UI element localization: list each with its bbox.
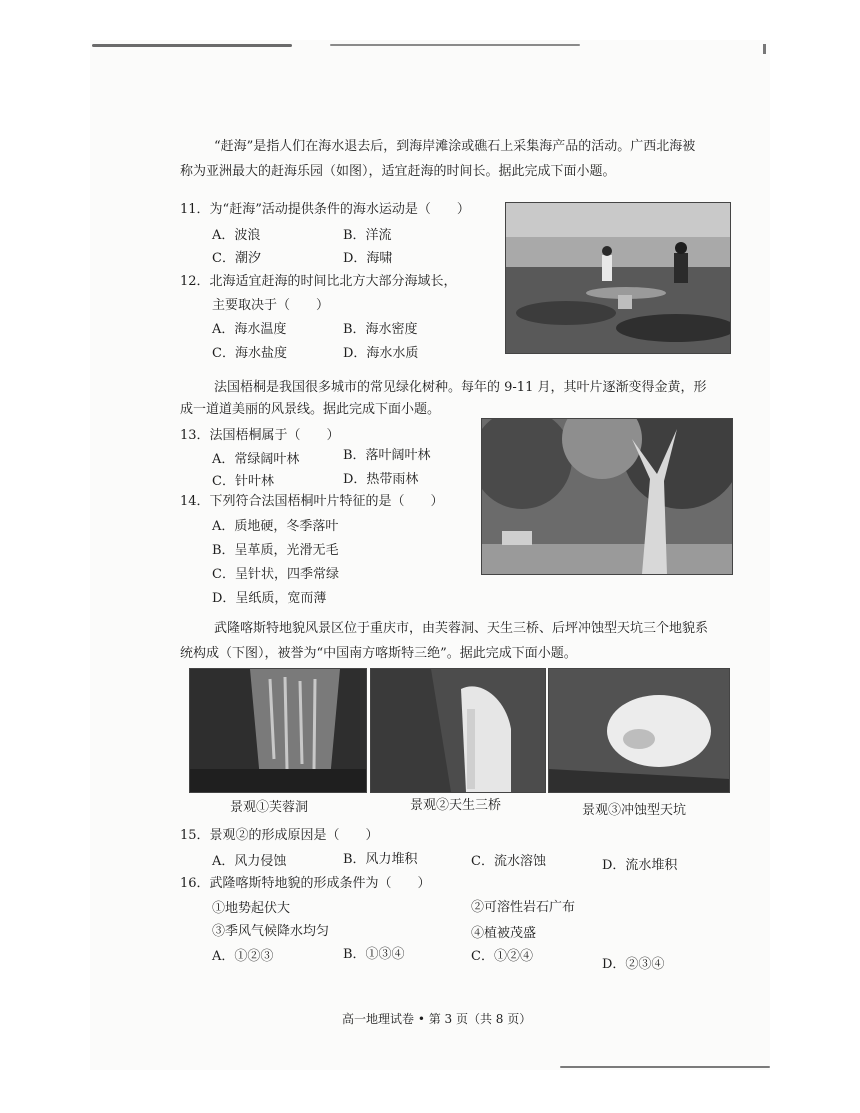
q12-option-c: C．海水盐度 — [212, 346, 287, 361]
q14-option-c: C．呈针状，四季常绿 — [212, 567, 339, 582]
intro-2-line-2: 成一道道美丽的风景线。据此完成下面小题。 — [180, 402, 441, 417]
q16-option-a: A．①②③ — [212, 949, 274, 964]
scan-edge — [330, 44, 580, 46]
q12-option-a: A．海水温度 — [212, 322, 287, 337]
intro-1-line-2: 称为亚洲最大的赶海乐园（如图），适宜赶海的时间长。据此完成下面小题。 — [180, 164, 616, 179]
plane-tree-photo — [481, 418, 733, 575]
q14-option-a: A．质地硬，冬季落叶 — [212, 519, 339, 534]
scan-edge — [560, 1066, 770, 1068]
q16-statement-1: ①地势起伏大 — [212, 901, 291, 916]
page-footer: 高一地理试卷 • 第 3 页（共 8 页） — [342, 1012, 532, 1026]
q14-option-d: D．呈纸质，宽而薄 — [212, 591, 327, 606]
q15-option-d: D．流水堆积 — [602, 858, 678, 873]
caption-landscape-3: 景观③冲蚀型天坑 — [582, 803, 687, 818]
question-15-stem: 15．景观②的形成原因是（ ） — [180, 828, 379, 843]
q11-option-d: D．海啸 — [343, 251, 393, 266]
question-12-stem-line-1: 12．北海适宜赶海的时间比北方大部分海域长， — [180, 274, 457, 289]
question-11-stem: 11．为“赶海”活动提供条件的海水运动是（ ） — [180, 202, 470, 217]
q13-option-a: A．常绿阔叶林 — [212, 452, 300, 467]
q11-option-a: A．波浪 — [212, 228, 261, 243]
q12-option-b: B．海水密度 — [343, 322, 418, 337]
q16-statement-2: ②可溶性岩石广布 — [471, 900, 576, 915]
q13-option-d: D．热带雨林 — [343, 472, 419, 487]
scan-edge — [92, 44, 292, 47]
q11-option-b: B．洋流 — [343, 228, 392, 243]
scan-edge — [763, 44, 766, 54]
q14-option-b: B．呈革质，光滑无毛 — [212, 543, 339, 558]
question-13-stem: 13．法国梧桐属于（ ） — [180, 428, 340, 443]
q13-option-b: B．落叶阔叶林 — [343, 448, 431, 463]
intro-2-line-1: 法国梧桐是我国很多城市的常见绿化树种。每年的 9-11 月，其叶片逐渐变得金黄，形 — [214, 380, 707, 395]
q11-option-c: C．潮汐 — [212, 251, 261, 266]
q16-statement-3: ③季风气候降水均匀 — [212, 924, 330, 939]
q16-statement-4: ④植被茂盛 — [471, 926, 537, 941]
intro-3-line-2: 统构成（下图），被誉为“中国南方喀斯特三绝”。据此完成下面小题。 — [180, 646, 577, 661]
q15-option-b: B．风力堆积 — [343, 852, 418, 867]
question-16-stem: 16．武隆喀斯特地貌的形成条件为（ ） — [180, 876, 431, 891]
tiankeng-photo — [548, 668, 730, 793]
q16-option-b: B．①③④ — [343, 947, 405, 962]
q15-option-c: C．流水溶蚀 — [471, 854, 546, 869]
intro-3-line-1: 武隆喀斯特地貌风景区位于重庆市，由芙蓉洞、天生三桥、后坪冲蚀型天坑三个地貌系 — [214, 621, 709, 636]
q16-option-c: C．①②④ — [471, 949, 533, 964]
q16-option-d: D．②③④ — [602, 957, 665, 972]
q13-option-c: C．针叶林 — [212, 474, 274, 489]
furong-cave-photo — [189, 668, 367, 793]
question-14-stem: 14．下列符合法国梧桐叶片特征的是（ ） — [180, 494, 444, 509]
caption-landscape-2: 景观②天生三桥 — [410, 798, 502, 813]
q15-option-a: A．风力侵蚀 — [212, 854, 287, 869]
question-12-stem-line-2: 主要取决于（ ） — [212, 298, 330, 313]
beach-tidal-photo — [505, 202, 731, 354]
q12-option-d: D．海水水质 — [343, 346, 419, 361]
caption-landscape-1: 景观①芙蓉洞 — [230, 800, 309, 815]
natural-bridge-photo — [370, 668, 546, 793]
intro-1-line-1: “赶海”是指人们在海水退去后，到海岸滩涂或礁石上采集海产品的活动。广西北海被 — [214, 139, 696, 154]
